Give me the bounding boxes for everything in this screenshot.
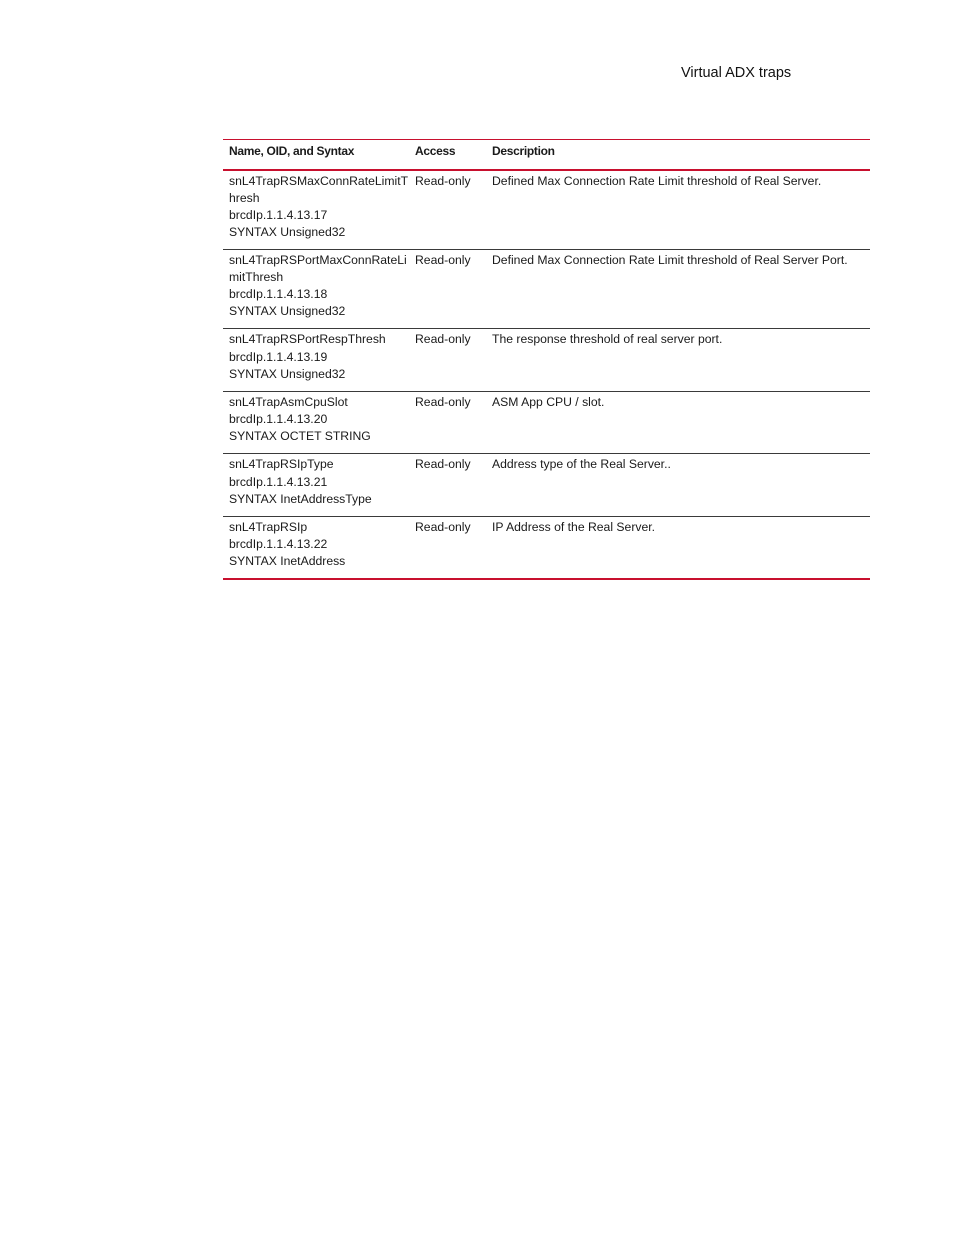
column-header-access: Access: [409, 140, 486, 171]
name-cell: [223, 170, 409, 250]
access-cell: Read-only: [409, 329, 486, 392]
object-syntax: SYNTAX InetAddressType: [229, 491, 372, 506]
access-cell: Read-only: [409, 454, 486, 517]
running-header-title: Virtual ADX traps: [681, 65, 792, 81]
name-cell: [223, 329, 409, 392]
description-cell: The response threshold of real server port.: [486, 329, 870, 392]
object-oid: brcdIp.1.1.4.13.17: [229, 208, 328, 222]
table-row: [223, 516, 870, 579]
name-cell: [223, 454, 409, 517]
object-name: snL4TrapRSPortRespThresh: [229, 332, 386, 346]
object-syntax: SYNTAX InetAddress: [229, 554, 346, 568]
name-cell: [223, 391, 409, 454]
description-cell: Defined Max Connection Rate Limit threshold of Real Server Port.: [486, 250, 870, 329]
object-syntax: SYNTAX Unsigned32: [229, 366, 346, 381]
table-row: [223, 170, 870, 250]
table-row: [223, 329, 870, 392]
object-name: snL4TrapRSMaxConnRateLimitThresh: [229, 174, 409, 205]
object-oid: brcdIp.1.1.4.13.19: [229, 349, 328, 364]
object-name: snL4TrapAsmCpuSlot: [229, 394, 348, 409]
description-cell: ASM App CPU / slot.: [486, 391, 870, 454]
name-cell: [223, 516, 409, 579]
object-syntax: SYNTAX OCTET STRING: [229, 429, 371, 443]
object-oid: brcdIp.1.1.4.13.21: [229, 474, 328, 489]
object-syntax: SYNTAX Unsigned32: [229, 225, 346, 239]
trap-objects-table: [223, 139, 870, 580]
column-header-name: Name, OID, and Syntax: [223, 140, 409, 171]
access-cell: Read-only: [409, 170, 486, 250]
column-header-description: Description: [486, 140, 870, 171]
table-row: [223, 454, 870, 517]
object-syntax: SYNTAX Unsigned32: [229, 304, 346, 318]
object-oid: brcdIp.1.1.4.13.20: [229, 412, 328, 426]
table-header-row: [223, 140, 870, 171]
name-cell: [223, 250, 409, 329]
access-cell: Read-only: [409, 516, 486, 579]
table-row: [223, 391, 870, 454]
access-cell: Read-only: [409, 250, 486, 329]
description-cell: Defined Max Connection Rate Limit threshold of Real Server.: [486, 170, 870, 250]
object-name: snL4TrapRSIp: [229, 519, 308, 534]
object-name: snL4TrapRSIpType: [229, 457, 334, 471]
access-cell: Read-only: [409, 391, 486, 454]
description-cell: Address type of the Real Server..: [486, 454, 870, 517]
description-cell: IP Address of the Real Server.: [486, 516, 870, 579]
object-oid: brcdIp.1.1.4.13.22: [229, 537, 328, 551]
object-oid: brcdIp.1.1.4.13.18: [229, 287, 328, 301]
table-row: [223, 250, 870, 329]
object-name: snL4TrapRSPortMaxConnRateLimitThresh: [229, 253, 407, 284]
